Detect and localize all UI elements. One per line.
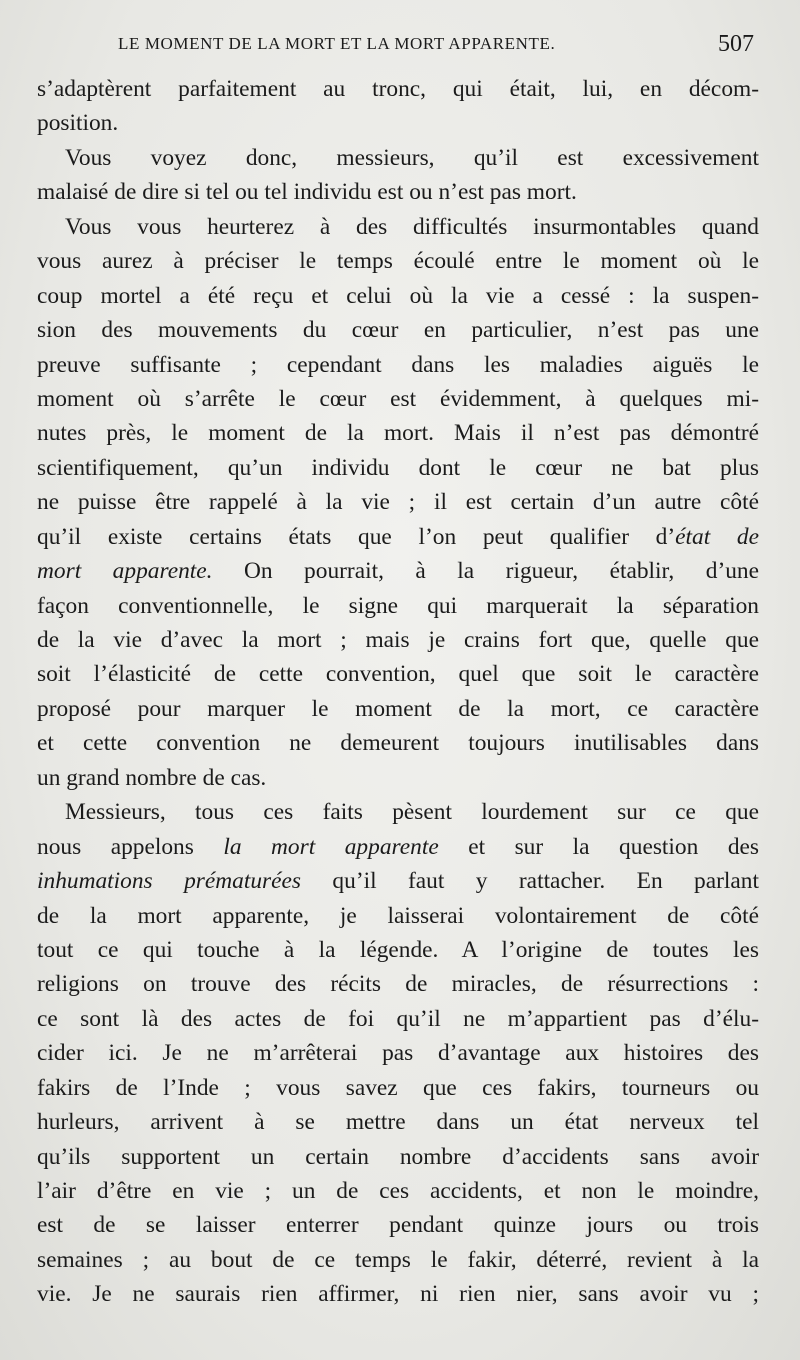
text-line [37, 899, 759, 933]
text-line [37, 279, 759, 313]
line-text: preuve suffisante ; cependant dans les maladies aiguës le [37, 351, 759, 378]
text-line [37, 554, 759, 588]
text-line [37, 520, 759, 554]
line-text: scientifiquement, qu’un individu dont le cœur ne bat plus [37, 454, 759, 481]
text-line [37, 416, 759, 450]
text-line [37, 933, 759, 967]
text-line [37, 175, 759, 209]
italic-text: inhumations prématurées [37, 868, 302, 895]
text-line [37, 830, 759, 864]
line-text: religions on trouve des récits de miracles, de résurrections : [37, 971, 759, 998]
text-line [37, 1036, 759, 1070]
text-line [37, 589, 759, 623]
text-line [37, 1105, 759, 1139]
line-text: de la vie d’avec la mort ; mais je crains fort que, quelle que [37, 627, 759, 653]
text-line [37, 657, 759, 691]
line-text: qu’il faut y rattacher. En parlant [301, 868, 759, 895]
line-text: sion des mouvements du cœur en particulier, n’est pas une [37, 317, 759, 344]
text-line [37, 1208, 759, 1242]
text-line [37, 210, 759, 244]
line-text: nutes près, le moment de la mort. Mais il n’est pas démontré [37, 420, 759, 447]
line-text: nous appelons [37, 833, 224, 860]
text-line [37, 106, 759, 140]
text-line [37, 1002, 759, 1036]
text-line [37, 726, 759, 760]
text-line [37, 348, 759, 382]
text-line [37, 1243, 759, 1277]
text-line [37, 761, 759, 795]
text-line [37, 1140, 759, 1174]
italic-text: mort apparente. [37, 558, 213, 585]
line-text: est de se laisser enterrer pendant quinze jours ou trois [37, 1212, 759, 1239]
text-line [37, 485, 759, 519]
line-text: tout ce qui touche à la légende. A l’origine de toutes les [37, 936, 759, 963]
line-text: semaines ; au bout de ce temps le fakir, déterré, revient à la [37, 1246, 759, 1273]
line-text: vie. Je ne saurais rien affirmer, ni rien nier, sans avoir vu ; [37, 1281, 759, 1308]
line-text: fakirs de l’Inde ; vous savez que ces fakirs, tourneurs ou [37, 1074, 759, 1101]
line-text: position. [37, 110, 119, 137]
line-text: ne puisse être rappelé à la vie ; il est certain d’un autre côté [37, 489, 759, 516]
text-line [37, 382, 759, 416]
line-text: cider ici. Je ne m’arrêterai pas d’avantage aux histoires des [37, 1040, 759, 1067]
line-text: hurleurs, arrivent à se mettre dans un état nerveux tel [37, 1109, 759, 1136]
text-line [37, 141, 759, 175]
line-text: l’air d’être en vie ; un de ces accidents, et non le moindre, [37, 1178, 759, 1204]
line-text: qu’il existe certains états que l’on peut qualifier d’ [37, 523, 676, 550]
line-text: un grand nombre de cas. [37, 764, 267, 791]
italic-text: la mort apparente [223, 833, 439, 860]
text-line [37, 864, 759, 898]
page-number: 507 [718, 31, 754, 57]
line-text: proposé pour marquer le moment de la mort, ce caractère [37, 695, 759, 722]
text-line [37, 795, 759, 829]
page-header [0, 31, 800, 64]
text-line [37, 72, 759, 106]
text-line [37, 1174, 759, 1208]
text-line [37, 313, 759, 347]
line-text: et sur la question des [438, 833, 759, 860]
text-line [37, 1071, 759, 1105]
line-text: façon conventionnelle, le signe qui marquerait la séparation [37, 592, 759, 619]
line-text: Vous vous heurterez à des difficultés insurmontables quand [65, 213, 759, 240]
running-title: LE MOMENT DE LA MORT ET LA MORT APPARENTE. [118, 34, 556, 53]
text-line [37, 967, 759, 1001]
line-text: qu’ils supportent un certain nombre d’accidents sans avoir [37, 1143, 759, 1170]
text-line [37, 244, 759, 278]
line-text: de la mort apparente, je laisserai volontairement de côté [37, 902, 759, 929]
text-line [37, 1277, 759, 1311]
body-text [37, 72, 759, 1312]
text-line [37, 623, 759, 657]
line-text: On pourrait, à la rigueur, établir, d’une [212, 558, 759, 585]
line-text: ce sont là des actes de foi qu’il ne m’appartient pas d’élu- [37, 1005, 759, 1032]
line-text: s’adaptèrent parfaitement au tronc, qui était, lui, en décom- [37, 76, 759, 102]
italic-text: état de [675, 523, 759, 550]
text-line [37, 692, 759, 726]
line-text: coup mortel a été reçu et celui où la vie a cessé : la suspen- [37, 282, 759, 309]
line-text: soit l’élasticité de cette convention, quel que soit le caractère [37, 661, 759, 688]
text-line [37, 451, 759, 485]
line-text: et cette convention ne demeurent toujours inutilisables dans [37, 730, 759, 757]
line-text: moment où s’arrête le cœur est évidemment, à quelques mi- [37, 385, 759, 412]
line-text: vous aurez à préciser le temps écoulé entre le moment où le [37, 248, 759, 275]
line-text: malaisé de dire si tel ou tel individu est ou n’est pas mort. [37, 179, 577, 206]
line-text: Messieurs, tous ces faits pèsent lourdement sur ce que [65, 799, 759, 826]
line-text: Vous voyez donc, messieurs, qu’il est excessivement [65, 144, 759, 171]
